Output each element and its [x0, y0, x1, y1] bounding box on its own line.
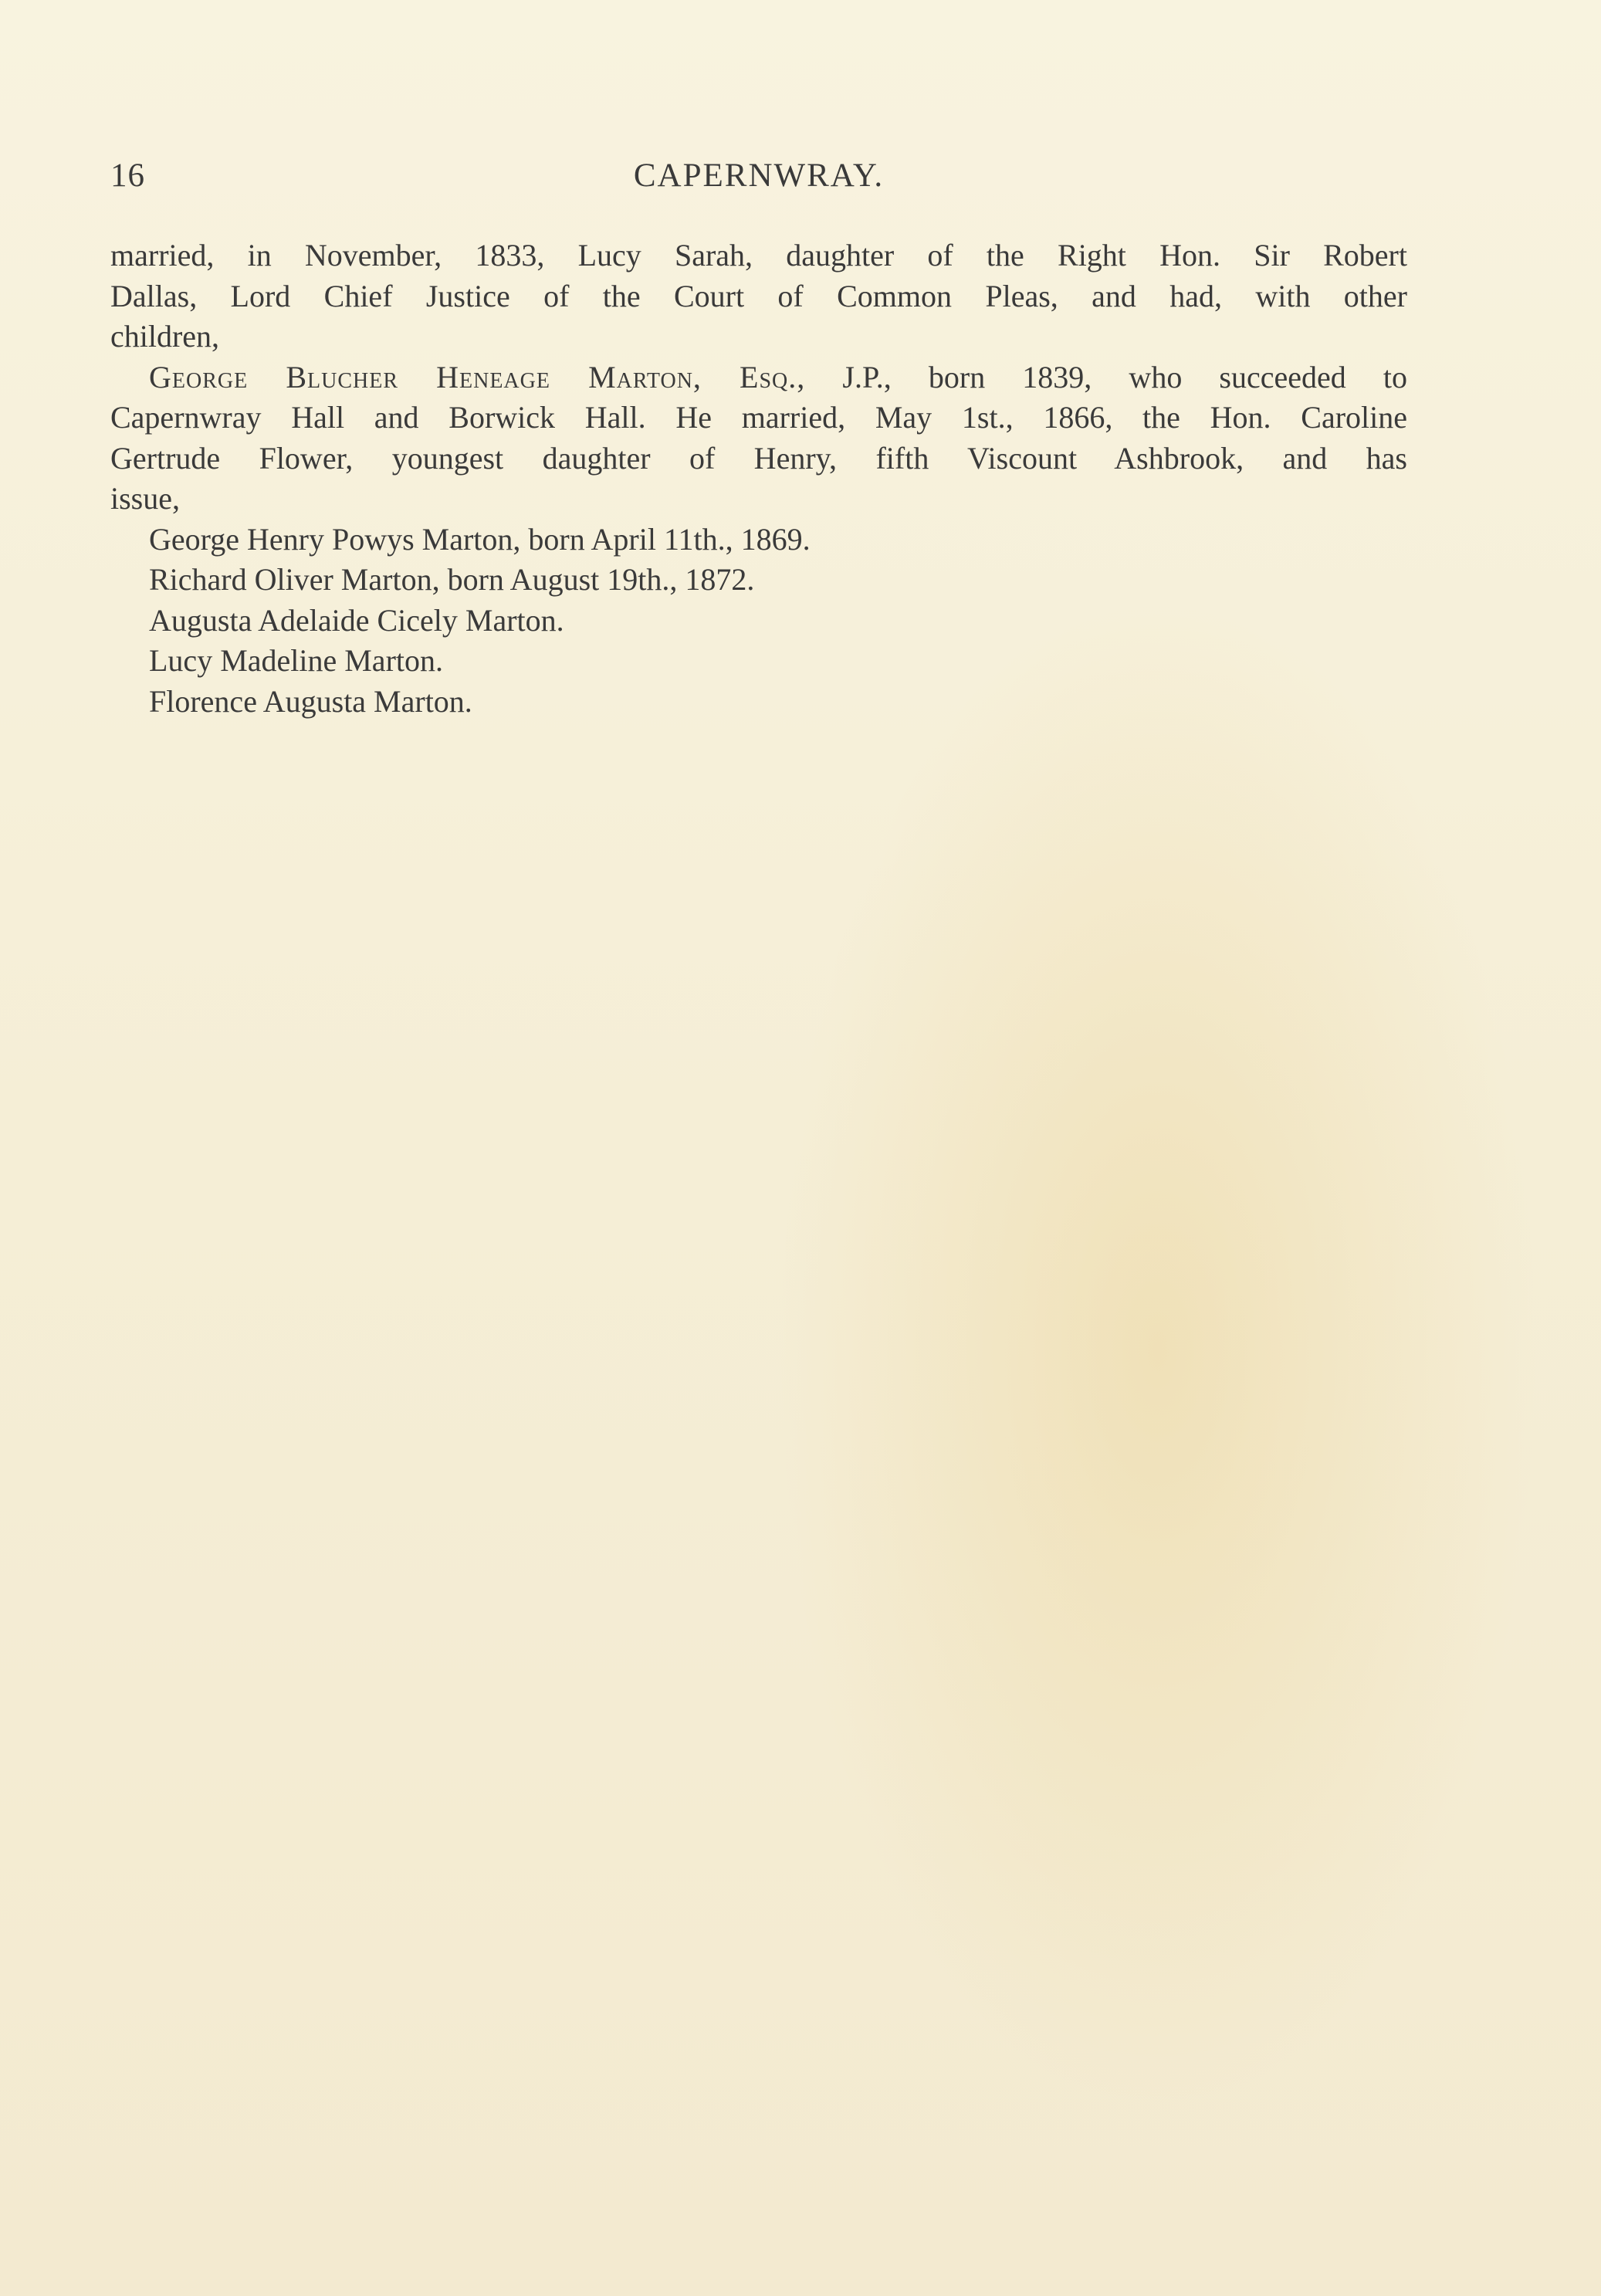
list-item: Lucy Madeline Marton. — [149, 643, 443, 678]
text-line: married, in November, 1833, Lucy Sarah, daughter of the Right Hon. Sir Robert — [110, 238, 1407, 273]
issue-list — [110, 520, 1407, 723]
text-line: issue, — [110, 481, 180, 516]
text-run: J.P., born 1839, who succeeded to — [805, 359, 1407, 395]
list-item: Augusta Adelaide Cicely Marton. — [149, 602, 564, 638]
page-number: 16 — [110, 157, 145, 194]
person-name-smallcaps: George Blucher Heneage Marton, Esq., — [149, 359, 806, 395]
running-title: CAPERNWRAY. — [633, 157, 885, 194]
paragraph-george-blucher — [110, 357, 1407, 520]
text-line: children, — [110, 319, 220, 354]
list-item: Richard Oliver Marton, born August 19th., 1872. — [149, 562, 755, 597]
text-line: Dallas, Lord Chief Justice of the Court of Common Pleas, and had, with other — [110, 278, 1407, 313]
text-line: Capernwray Hall and Borwick Hall. He married, May 1st., 1866, the Hon. Caroline — [110, 400, 1407, 435]
list-item: George Henry Powys Marton, born April 11th., 1869. — [149, 521, 811, 557]
text-line: Gertrude Flower, youngest daughter of Henry, fifth Viscount Ashbrook, and has — [110, 440, 1407, 476]
list-item: Florence Augusta Marton. — [149, 683, 472, 719]
body-text — [110, 235, 1407, 722]
paragraph-marriage — [110, 235, 1407, 357]
text-line — [110, 357, 1407, 398]
page-header — [110, 157, 1407, 203]
